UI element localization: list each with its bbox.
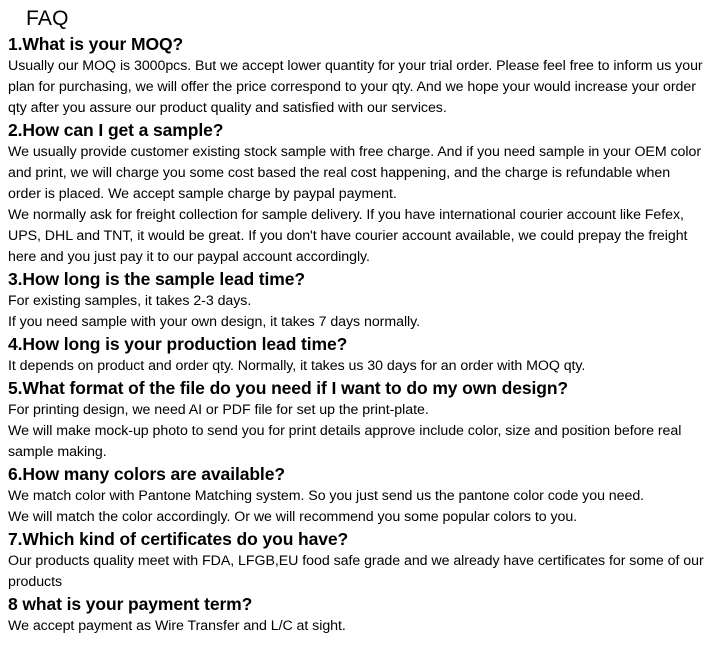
faq-question: 3.How long is the sample lead time? [8, 269, 305, 289]
faq-question: 1.What is your MOQ? [8, 34, 184, 54]
faq-answer: For printing design, we need AI or PDF file for set up the print-plate. [8, 402, 429, 418]
faq-item [8, 593, 704, 637]
faq-item [8, 119, 704, 268]
faq-answer: We normally ask for freight collection for sample delivery. If you have international courier account like Fefex, UPS, DHL and TNT, it would be great. If you don't have courier account available, we could prepay the freight here and you just pay it to our paypal account accordingly. [8, 207, 688, 265]
faq-question: 2.How can I get a sample? [8, 120, 224, 140]
faq-answer: If you need sample with your own design, it takes 7 days normally. [8, 314, 421, 330]
faq-answer: We usually provide customer existing stock sample with free charge. And if you need sample in your OEM color and print, we will charge you some cost based the real cost happening, and the charge is refundable when order is placed. We accept sample charge by paypal payment. [8, 144, 702, 202]
faq-answer: We will match the color accordingly. Or we will recommend you some popular colors to you. [8, 509, 578, 525]
faq-answer: We accept payment as Wire Transfer and L/C at sight. [8, 618, 346, 634]
faq-answer: It depends on product and order qty. Normally, it takes us 30 days for an order with MOQ qty. [8, 358, 586, 374]
faq-list [8, 33, 704, 637]
faq-question: 7.Which kind of certificates do you have? [8, 529, 349, 549]
page-title: FAQ [26, 7, 69, 30]
faq-question: 8 what is your payment term? [8, 594, 253, 614]
faq-answer: For existing samples, it takes 2-3 days. [8, 293, 252, 309]
faq-item [8, 528, 704, 593]
faq-item [8, 333, 704, 377]
faq-item [8, 463, 704, 528]
faq-question: 4.How long is your production lead time? [8, 334, 348, 354]
faq-answer: Usually our MOQ is 3000pcs. But we accept lower quantity for your trial order. Please feel free to inform us your plan for purchasing, we will offer the price correspond to your qty. And we hope your would increase your order qty after you assure our product quality and satisfied with our services. [8, 58, 703, 116]
faq-answer: We match color with Pantone Matching system. So you just send us the pantone color code you need. [8, 488, 645, 504]
faq-item [8, 377, 704, 463]
faq-item [8, 268, 704, 333]
faq-answer: We will make mock-up photo to send you for print details approve include color, size and position before real sample making. [8, 423, 682, 460]
faq-item [8, 33, 704, 119]
faq-answer: Our products quality meet with FDA, LFGB,EU food safe grade and we already have certificates for some of our products [8, 553, 704, 590]
faq-question: 5.What format of the file do you need if I want to do my own design? [8, 378, 569, 398]
faq-question: 6.How many colors are available? [8, 464, 285, 484]
